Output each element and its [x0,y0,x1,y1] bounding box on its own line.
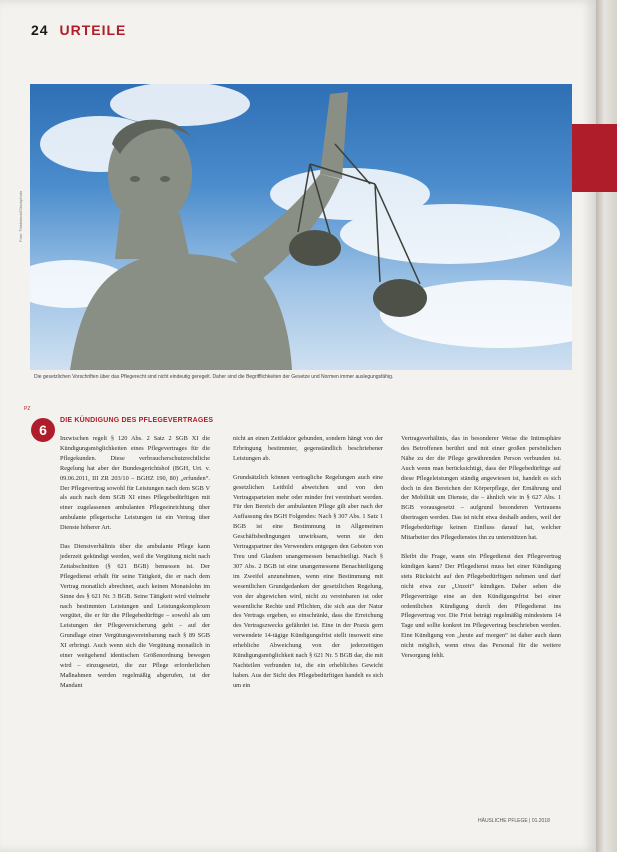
photo-credit: Foto: Thinkstock/iStockphoto [18,190,23,242]
article-title: DIE KÜNDIGUNG DES PFLEGEVERTRAGES [60,417,214,424]
justitia-photo [30,84,572,370]
page-footer: HÄUSLICHE PFLEGE | 01.2018 [478,818,550,824]
article-column-2 [233,434,383,700]
article-column-3 [401,434,561,670]
section-title: URTEILE [59,22,127,38]
article-number-badge: 6 [31,418,55,442]
page-number: 24 [31,22,49,38]
photo-caption: Die gesetzlichen Vorschriften über das Pflegerecht sind nicht eindeutig geregelt. Daher sind die Begrifflichkeiten der Gesetze und Normen immer auslegungsfähig. [34,374,394,380]
article-column-1 [60,434,210,700]
paragraph: Das Dienstverhältnis über die ambulante Pflege kann jederzeit gekündigt werden, weil die Vergütung nicht nach Zeitabschnitten (§ 621 BGB) bemessen ist. Der Pflegedienst erhält für seine Tätigkeit, die er nach dem Vertrag monatlich abrechnet, auch keinen Monatslohn im Sinne des § 621 Nr. 3 BGB. Seine Tätigkeit wird vielmehr nach bestimmten Leistungen und Leistungskomplexen vergütet, die er für die Pflegebedürftige – sowohl als um Leistungen der Pflegeversicherung geht – auf der Grundlage einer Vergütungsvereinbarung nach § 89 SGB XI erbringt. Auch wenn sich die Vergütung monatlich in einer weitgehend identischen Größenordnung bewegen wird – einzugesetzt, die zur Pflege erforderlichen Maßnahmen werden regelmäßig abgerufen, ist der Mandant [60,543,210,689]
paragraph: Vertragsverhältnis, das in besonderer Weise die Intimsphäre des Betroffenen berührt und mit einer großen persönlichen Nähe zu der die Pflege gewährenden Person verbunden ist. Auch wenn man berücksichtigt, dass der Pflegebedürftige auf diese Pflegeleistungen ständig angewiesen ist, handelt es sich doch in den Bereichen der Körperpflege, der Ernährung und der Mobilität um Dienste, die – ähnlich wie in § 627 Abs. 1 BGB vorausgesetzt – aufgrund besonderen Vertrauens übertragen werden. Das ist nicht etwa deshalb anders, weil der Pflegebedürftige keinen Einfluss darauf hat, welcher Mitarbeiter des Pflegedienstes ihn zu unterstützen hat. [401,435,561,542]
paragraph: Grundsätzlich können vertragliche Regelungen auch eine gesetzlichen Leitbild abweichen und von den Vertragsparteien mehr oder minder frei vereinbart werden. Für den Bereich der ambulanten Pflege gilt aber nach der Auffassung des BGH Folgendes: Nach § 307 Abs. 1 Satz 1 BGB ist eine Bestimmung in Allgemeinen Geschäftsbedingungen unwirksam, wenn sie den Vertragspartner des Verwenders entgegen den Geboten von Treu und Glauben unangemessen benachteiligt. Nach § 307 Abs. 2 BGB ist eine unangemessene Benachteiligung im Zweifel anzunehmen, wenn eine Bestimmung mit wesentlichen Grundgedanken der gesetzlichen Regelung, von der abgewichen wird, nicht zu vereinbaren ist oder wesentliche Rechte und Pflichten, die sich aus der Natur des Vertrags ergeben, so einschränkt, dass die Erreichung des Vertragszwecks gefährdet ist. Eine in der Praxis gern verwendete 14-tägige Kündigungsfrist stellt insoweit eine erhebliche Abweichung von der jederzeitigen Kündigungsmöglichkeit nach § 621 Nr. 5 BGB dar, die mit Nachteilen verbunden ist, die ein erhebliches Gewicht haben. Aus der Sicht des Pflegebedürftigen handelt es sich um ein [233,473,383,689]
paragraph: Inzwischen regelt § 120 Abs. 2 Satz 2 SGB XI die Kündigungsmöglichkeiten eines Pflegevertrages für die Pflegekunden. Diese verbraucherschutzrechtliche Regelung hat aber der Bundesgerichtshof (BGH, Urt. v. 09.06.2011, III ZR 203/10 – BGHZ 190, 80) „erfunden“. Der Pflegevertrag sowohl für Leistungen nach dem SGB V als auch nach dem SGB XI eines Pflegebedürftigen mit einer zugelassenen ambulanten Pflegeeinrichtung über ambulante pflegerische Leistungen ist ein Vertrag über Dienste höherer Art. [60,435,210,532]
badge-label: PZ [24,406,31,412]
justitia-illustration [30,84,572,370]
paragraph: nicht an einen Zeitfaktor gebunden, sondern hängt von der Erbringung bestimmter, gegenständlich beschriebener Leistungen ab. [233,435,383,462]
page-header [31,22,126,38]
paragraph: Bleibt die Frage, wann ein Pflegedienst den Pflegevertrag kündigen kann? Der Pflegedienst muss bei einer Kündigung stets Rücksicht auf den Pflegebedürftigen nehmen und darf nicht etwa zur „Unzeit“ kündigen. Daher sehen die Pflegeverträge eine an den Kündigungsfrist bei einer ordentlichen Kündigung durch den Pflegedienst ins Pflegevertrag vor. Die Frist beträgt regelmäßig mindestens 14 Tage und sollte konkret im Pflegevertrag beschrieben werden. Eine Kündigung von „heute auf morgen“ ist daher auch dann nicht möglich, wenn etwa das Personal für die weitere Versorgung fehlt. [401,552,561,660]
